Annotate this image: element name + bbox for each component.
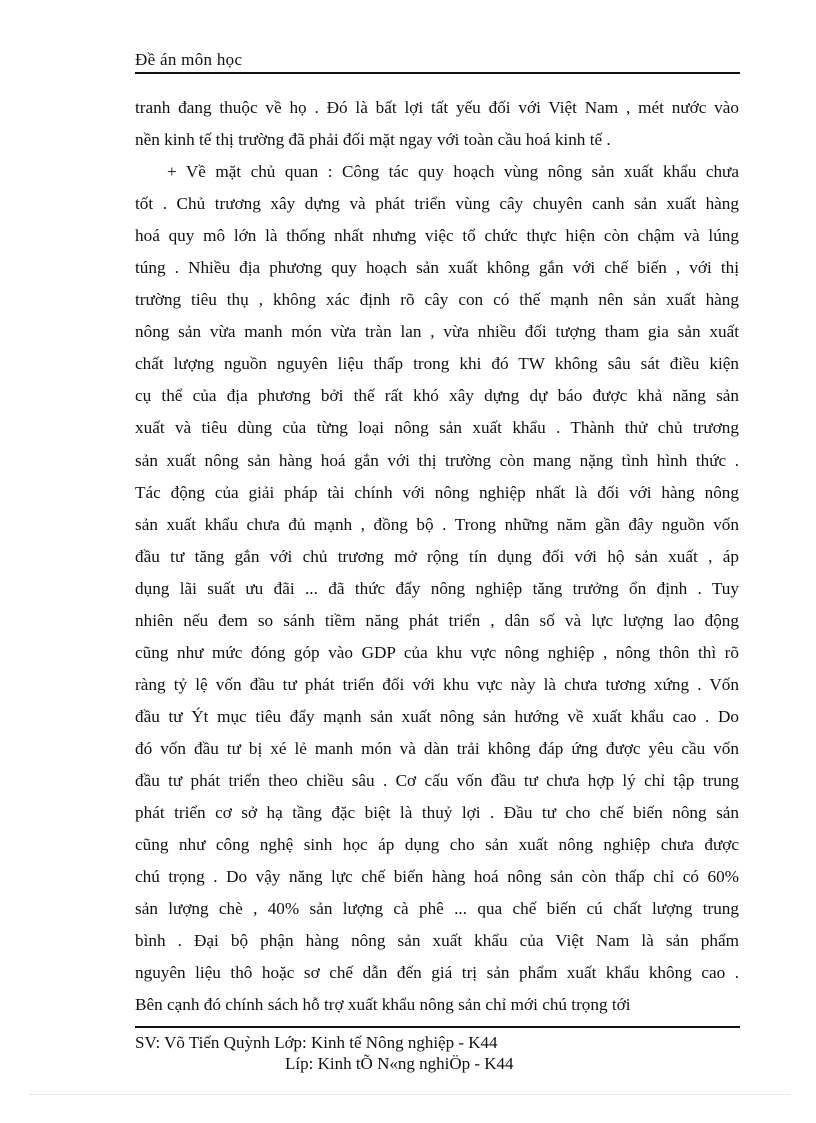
text-line: cũng như công nghệ sinh học áp dụng cho sản xuất nông nghiệp chưa được	[135, 835, 739, 855]
text-line: nguyên liệu thô hoặc sơ chế dẫn đến giá trị sản phẩm xuất khẩu không cao .	[135, 963, 739, 983]
text-line: cũng như mức đóng góp vào GDP của khu vực nông nghiệp , nông thôn thì rõ	[135, 642, 739, 662]
text-line: Bên cạnh đó chính sách hỗ trợ xuất khẩu nông sản chỉ mới chú trọng tới	[135, 995, 631, 1015]
page-header-title: Đề án môn học	[135, 50, 243, 69]
text-line: sản xuất nông sản hàng hoá gắn với thị trường còn mang nặng tình hình thức .	[135, 450, 739, 470]
footer-line-2: Líp: Kinh tÕ N«ng nghiÖp - K44	[285, 1054, 514, 1073]
text-line: trường tiêu thụ , không xác định rõ cây con có thế mạnh nên sản xuất hàng	[135, 290, 739, 310]
text-line: túng . Nhiều địa phương quy hoạch sản xuất không gắn với chế biến , với thị	[135, 258, 739, 278]
footer-line-1: SV: Võ Tiến Quỳnh Lớp: Kinh tế Nông nghiệp - K44	[135, 1033, 498, 1052]
text-line: chất lượng nguồn nguyên liệu thấp trong khi đó TW không sâu sát điều kiện	[135, 354, 739, 374]
text-line: Tác động của giải pháp tài chính với nông nghiệp nhất là đối với hàng nông	[135, 482, 739, 502]
text-line: xuất và tiêu dùng của từng loại nông sản xuất khẩu . Thành thử chủ trương	[135, 418, 739, 438]
text-line: tranh đang thuộc về họ . Đó là bất lợi tất yếu đối với Việt Nam , mét nước vào	[135, 98, 739, 117]
text-line: sản xuất khẩu chưa đủ mạnh , đồng bộ . Trong những năm gần đây nguồn vốn	[135, 514, 739, 534]
text-line: đầu tư Ýt mục tiêu đẩy mạnh sản xuất nông sản hướng về xuất khẩu cao . Do	[135, 706, 739, 726]
text-line: phát triển cơ sở hạ tầng đặc biệt là thuỷ lợi . Đầu tư cho chế biến nông sản	[135, 803, 739, 823]
text-line: bình . Đại bộ phận hàng nông sản xuất khẩu của Việt Nam là sản phẩm	[135, 931, 739, 951]
text-line: đầu tư tăng gắn với chủ trương mở rộng tín dụng đối với hộ sản xuất , áp	[135, 546, 739, 566]
text-line: ràng tỷ lệ vốn đầu tư phát triển đối với khu vực này là chưa tương xứng . Vốn	[135, 674, 739, 694]
text-line: sản lượng chè , 40% sản lượng cà phê ... qua chế biến cú chất lượng trung	[135, 899, 739, 919]
page-bottom-dotted-border	[30, 1094, 790, 1095]
body-text	[135, 92, 739, 1021]
text-line: nền kinh tế thị trường đã phải đối mặt ngay với toàn cầu hoá kinh tế .	[135, 130, 611, 150]
text-line: tốt . Chủ trương xây dựng và phát triển vùng cây chuyên canh sản xuất hàng	[135, 194, 739, 214]
text-line: chú trọng . Do vậy năng lực chế biến hàng hoá nông sản còn thấp chỉ có 60%	[135, 867, 739, 887]
text-line: nhiên nếu đem so sánh tiềm năng phát triển , dân số và lực lượng lao động	[135, 610, 739, 630]
text-line: đầu tư phát triển theo chiều sâu . Cơ cấu vốn đầu tư chưa hợp lý chỉ tập trung	[135, 770, 739, 790]
text-line: dụng lãi suất ưu đãi ... đã thức đẩy nông nghiệp tăng trưởng ổn định . Tuy	[135, 578, 739, 598]
text-line: nông sản vừa manh món vừa tràn lan , vừa nhiều đối tượng tham gia sản xuất	[135, 322, 739, 342]
text-line: đó vốn đầu tư bị xé lẻ manh món và dàn trải không đáp ứng được yêu cầu vốn	[135, 738, 739, 758]
text-line: + Về mặt chủ quan : Công tác quy hoạch vùng nông sản xuất khẩu chưa	[167, 162, 739, 182]
page-footer	[135, 1032, 740, 1074]
header-divider	[135, 72, 740, 74]
footer-divider	[135, 1026, 740, 1028]
text-line: cụ thể của địa phương bởi thế rất khó xây dựng dự báo được khả năng sản	[135, 386, 739, 406]
text-line: hoá quy mô lớn là thống nhất nhưng việc tổ chức thực hiện còn chậm và lúng	[135, 226, 739, 246]
